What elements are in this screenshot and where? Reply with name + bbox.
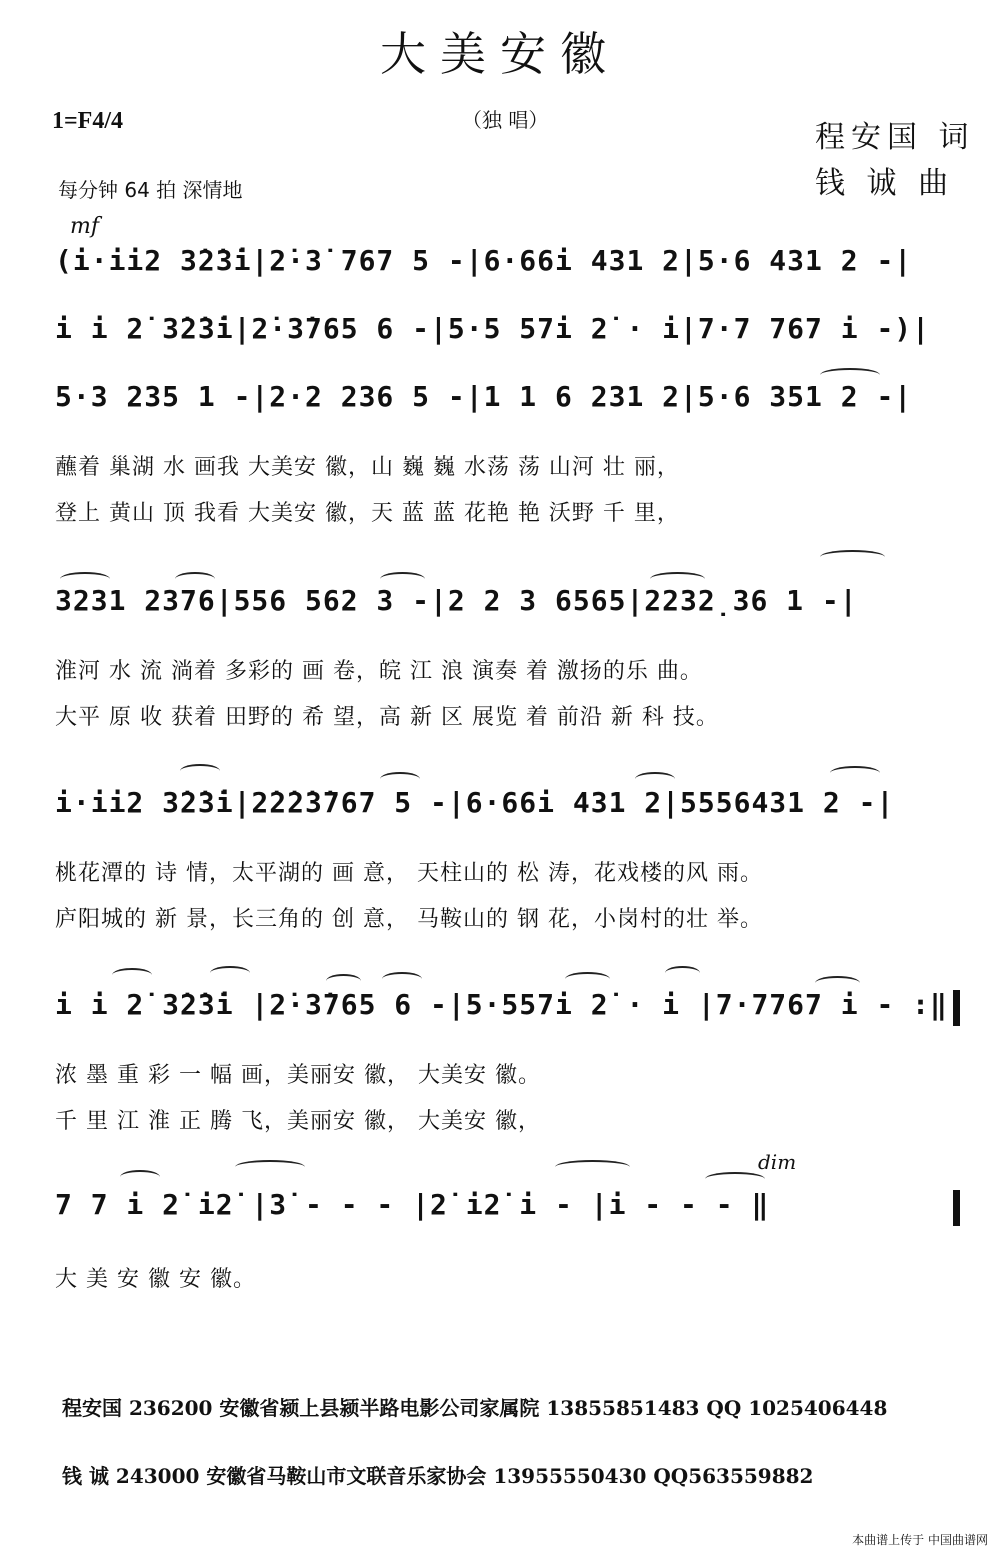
slur — [380, 772, 420, 786]
tempo-marking: 每分钟 64 拍 深情地 — [58, 178, 243, 202]
lyric-verse-2: 登上 黄山 顶 我看 大美安 徽，天 蓝 蓝 花艳 艳 沃野 千 里， — [55, 501, 680, 526]
slur — [210, 966, 250, 980]
slur — [60, 572, 110, 586]
dynamic-dim: dim — [758, 1150, 797, 1174]
slur — [565, 972, 610, 986]
slur — [180, 764, 220, 778]
slur — [820, 368, 880, 382]
repeat-end-barline — [953, 990, 960, 1026]
performance-type: （独 唱） — [462, 108, 549, 132]
slur — [815, 976, 860, 990]
lyric-verse-2: 千 里 江 淮 正 腾 飞，美丽安 徽， 大美安 徽， — [55, 1109, 541, 1134]
final-barline — [953, 1190, 960, 1226]
slur — [665, 966, 700, 980]
staff-line-2: i i 2̇ 3̇2̇3̇i|2̇·3̇765 6 -|5·5 57i 2̇ · i|7·7 767 i -)| — [55, 312, 931, 345]
lyric-verse-2: 大平 原 收 获着 田野的 希 望，高 新 区 展览 着 前沿 新 科 技。 — [55, 705, 719, 730]
slur — [382, 972, 422, 986]
staff-line-7: 7 7 i 2̇ i2̇ |3̇ - - - |2̇ i2̇ i - |i - - - ‖ — [55, 1188, 770, 1221]
slur — [635, 772, 675, 786]
slur — [380, 572, 425, 586]
slur — [120, 1170, 160, 1184]
slur — [830, 766, 880, 780]
upload-credit: 本曲谱上传于 中国曲谱网 — [852, 1533, 988, 1547]
lyric-coda: 大 美 安 徽 安 徽。 — [55, 1267, 256, 1292]
lyricist-credit: 程安国 词 — [815, 120, 975, 155]
slur — [235, 1160, 305, 1174]
staff-line-5: i·ii2 3̇2̇3̇i|2̇2̇2̇3̇767 5 -|6·66i 431 2|5556431 2 -| — [55, 786, 895, 819]
lyric-verse-1: 浓 墨 重 彩 一 幅 画，美丽安 徽， 大美安 徽。 — [55, 1063, 541, 1088]
lyric-verse-1: 淮河 水 流 淌着 多彩的 画 卷，皖 江 浪 演奏 着 激扬的乐 曲。 — [55, 659, 703, 684]
dynamic-mf: mf — [70, 214, 100, 239]
lyric-verse-1: 蘸着 巢湖 水 画我 大美安 徽，山 巍 巍 水荡 荡 山河 壮 丽， — [55, 455, 680, 480]
staff-line-3: 5·3 235 1 -|2·2 236 5 -|1 1 6 231 2|5·6 351 2 -| — [55, 380, 913, 413]
staff-line-4: 3231 2376|556 562 3 -|2 2 3 6565|2232̣36 1 -| — [55, 584, 858, 617]
composer-credit: 钱 诚 曲 — [815, 166, 955, 201]
slur — [326, 974, 361, 988]
staff-line-1: (i·ii2 3̇2̇3̇i|2̇·3̇ 767 5 -|6·66i 431 2|5·6 431 2 -| — [55, 244, 913, 277]
lyric-verse-2: 庐阳城的 新 景，长三角的 创 意， 马鞍山的 钢 花，小岗村的壮 举。 — [55, 907, 763, 932]
staff-line-6: i i 2̇ 3̇2̇3̇i |2̇·3̇765 6 -|5·557i 2̇ · i |7·7767 i - :‖ — [55, 988, 948, 1021]
slur — [705, 1172, 765, 1186]
lyric-verse-1: 桃花潭的 诗 情，太平湖的 画 意， 天柱山的 松 涛，花戏楼的风 雨。 — [55, 861, 763, 886]
slur — [555, 1160, 630, 1174]
contact-composer: 钱 诚 243000 安徽省马鞍山市文联音乐家协会 13955550430 QQ563559882 — [62, 1464, 814, 1488]
slur — [112, 968, 152, 982]
slur — [820, 550, 885, 564]
slur — [650, 572, 705, 586]
page-title: 大美安徽 — [380, 27, 620, 81]
contact-lyricist: 程安国 236200 安徽省颍上县颍半路电影公司家属院 13855851483 QQ 1025406448 — [62, 1396, 888, 1420]
key-signature: 1=F4/4 — [52, 108, 124, 134]
slur — [175, 572, 215, 586]
